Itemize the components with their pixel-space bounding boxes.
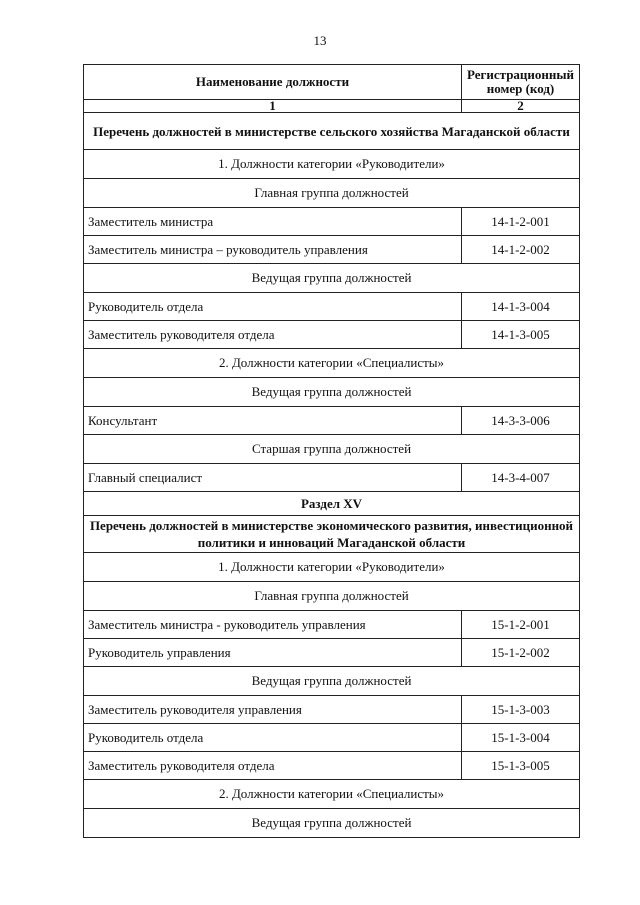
section-heading-text: Раздел XV — [84, 492, 580, 516]
group-row — [84, 378, 580, 407]
table-row — [84, 611, 580, 639]
group-row — [84, 582, 580, 611]
table-row — [84, 639, 580, 667]
position-name: Консультант — [84, 407, 462, 435]
table-row — [84, 321, 580, 349]
group-text: Ведущая группа должностей — [84, 667, 580, 696]
position-name: Заместитель министра - руководитель управления — [84, 611, 462, 639]
group-text: Главная группа должностей — [84, 582, 580, 611]
section-title-text: Перечень должностей в министерстве экономического развития, инвестиционной политики и инноваций Магаданской области — [84, 516, 580, 553]
table-body — [84, 113, 580, 838]
registration-code: 15-1-3-004 — [462, 724, 580, 752]
page-number: 13 — [313, 33, 327, 48]
group-text: Ведущая группа должностей — [84, 809, 580, 838]
table-row — [84, 752, 580, 780]
table-row — [84, 236, 580, 264]
group-row — [84, 179, 580, 208]
position-name: Заместитель руководителя отдела — [84, 321, 462, 349]
section-heading-row — [84, 492, 580, 516]
category-text: 1. Должности категории «Руководители» — [84, 150, 580, 179]
position-name: Руководитель управления — [84, 639, 462, 667]
position-name: Руководитель отдела — [84, 293, 462, 321]
group-row — [84, 264, 580, 293]
category-text: 2. Должности категории «Специалисты» — [84, 349, 580, 378]
table-header-row — [84, 65, 580, 100]
header-registration-code: Регистрационный номер (код) — [462, 65, 580, 100]
category-text: 1. Должности категории «Руководители» — [84, 553, 580, 582]
table-row — [84, 208, 580, 236]
position-name: Заместитель руководителя отдела — [84, 752, 462, 780]
table-row — [84, 696, 580, 724]
group-text: Ведущая группа должностей — [84, 264, 580, 293]
position-name: Заместитель руководителя управления — [84, 696, 462, 724]
section-title-text: Перечень должностей в министерстве сельского хозяйства Магаданской области — [84, 113, 580, 150]
category-row — [84, 553, 580, 582]
category-text: 2. Должности категории «Специалисты» — [84, 780, 580, 809]
registration-code: 14-1-3-005 — [462, 321, 580, 349]
registration-code: 14-3-4-007 — [462, 464, 580, 492]
table-row — [84, 724, 580, 752]
section-title-row — [84, 113, 580, 150]
section-title-row — [84, 516, 580, 553]
column-number-1: 1 — [84, 100, 462, 113]
header-position-name: Наименование должности — [84, 65, 462, 100]
table-row — [84, 293, 580, 321]
registration-code: 14-1-3-004 — [462, 293, 580, 321]
table-row — [84, 464, 580, 492]
registration-code: 14-3-3-006 — [462, 407, 580, 435]
column-number-2: 2 — [462, 100, 580, 113]
group-row — [84, 667, 580, 696]
column-number-row — [84, 100, 580, 113]
position-name: Руководитель отдела — [84, 724, 462, 752]
category-row — [84, 150, 580, 179]
category-row — [84, 780, 580, 809]
group-row — [84, 809, 580, 838]
group-text: Старшая группа должностей — [84, 435, 580, 464]
category-row — [84, 349, 580, 378]
registration-code: 14-1-2-001 — [462, 208, 580, 236]
registration-code: 15-1-3-005 — [462, 752, 580, 780]
positions-table — [83, 64, 580, 838]
registration-code: 15-1-2-001 — [462, 611, 580, 639]
registration-code: 14-1-2-002 — [462, 236, 580, 264]
group-text: Главная группа должностей — [84, 179, 580, 208]
registration-code: 15-1-3-003 — [462, 696, 580, 724]
table-row — [84, 407, 580, 435]
position-name: Заместитель министра – руководитель управления — [84, 236, 462, 264]
position-name: Главный специалист — [84, 464, 462, 492]
position-name: Заместитель министра — [84, 208, 462, 236]
group-text: Ведущая группа должностей — [84, 378, 580, 407]
group-row — [84, 435, 580, 464]
registration-code: 15-1-2-002 — [462, 639, 580, 667]
